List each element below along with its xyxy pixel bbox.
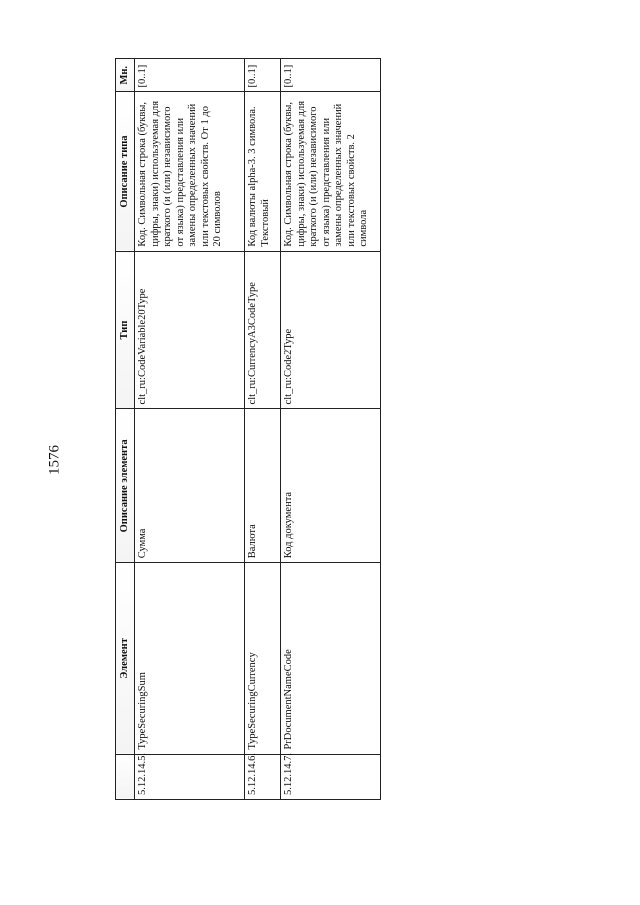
cell-type: clt_ru:CurrencyA3CodeType bbox=[245, 251, 281, 409]
cell-element-description: Сумма bbox=[135, 409, 245, 563]
cell-element: TypeSecuringSum bbox=[135, 563, 245, 754]
header-type-description: Описание типа bbox=[116, 92, 135, 251]
table-row bbox=[245, 59, 281, 800]
cell-number: 5.12.14.7. bbox=[281, 754, 381, 799]
rotated-table-frame bbox=[115, 58, 377, 800]
cell-type-description: Код. Символьная строка (буквы, цифры, знаки) используемая для краткого (и (или) независимого от языка) представления или замены определенных значений или текстовых свойств. 2 символа bbox=[281, 92, 381, 251]
cell-type: clt_ru:Code2Type bbox=[281, 251, 381, 409]
header-type: Тип bbox=[116, 251, 135, 409]
cell-type-description: Код валюты alpha-3. 3 символа. Текстовый bbox=[245, 92, 281, 251]
cell-element: TypeSecuringCurrency bbox=[245, 563, 281, 754]
cell-number: 5.12.14.5. bbox=[135, 754, 245, 799]
header-number bbox=[116, 754, 135, 799]
element-table bbox=[115, 58, 381, 800]
cell-multiplicity: [0..1] bbox=[135, 59, 245, 92]
page-number bbox=[40, 430, 70, 490]
cell-multiplicity: [0..1] bbox=[281, 59, 381, 92]
header-element: Элемент bbox=[116, 563, 135, 754]
page-number-text: 1576 bbox=[46, 445, 63, 475]
cell-element-description: Код документа bbox=[281, 409, 381, 563]
cell-element-description: Валюта bbox=[245, 409, 281, 563]
table-row bbox=[281, 59, 381, 800]
cell-type-description: Код. Символьная строка (буквы, цифры, знаки) используемая для краткого (и (или) независимого от языка) представления или замены определенных значений или текстовых свойств. От 1 до 20 символов bbox=[135, 92, 245, 251]
header-multiplicity: Мн. bbox=[116, 59, 135, 92]
table-row bbox=[135, 59, 245, 800]
cell-number: 5.12.14.6. bbox=[245, 754, 281, 799]
header-element-description: Описание элемента bbox=[116, 409, 135, 563]
cell-type: clt_ru:CodeVariable20Type bbox=[135, 251, 245, 409]
rotated-table-container bbox=[115, 58, 377, 800]
cell-multiplicity: [0..1] bbox=[245, 59, 281, 92]
table-header-row bbox=[116, 59, 135, 800]
cell-element: PrDocumentNameCode bbox=[281, 563, 381, 754]
